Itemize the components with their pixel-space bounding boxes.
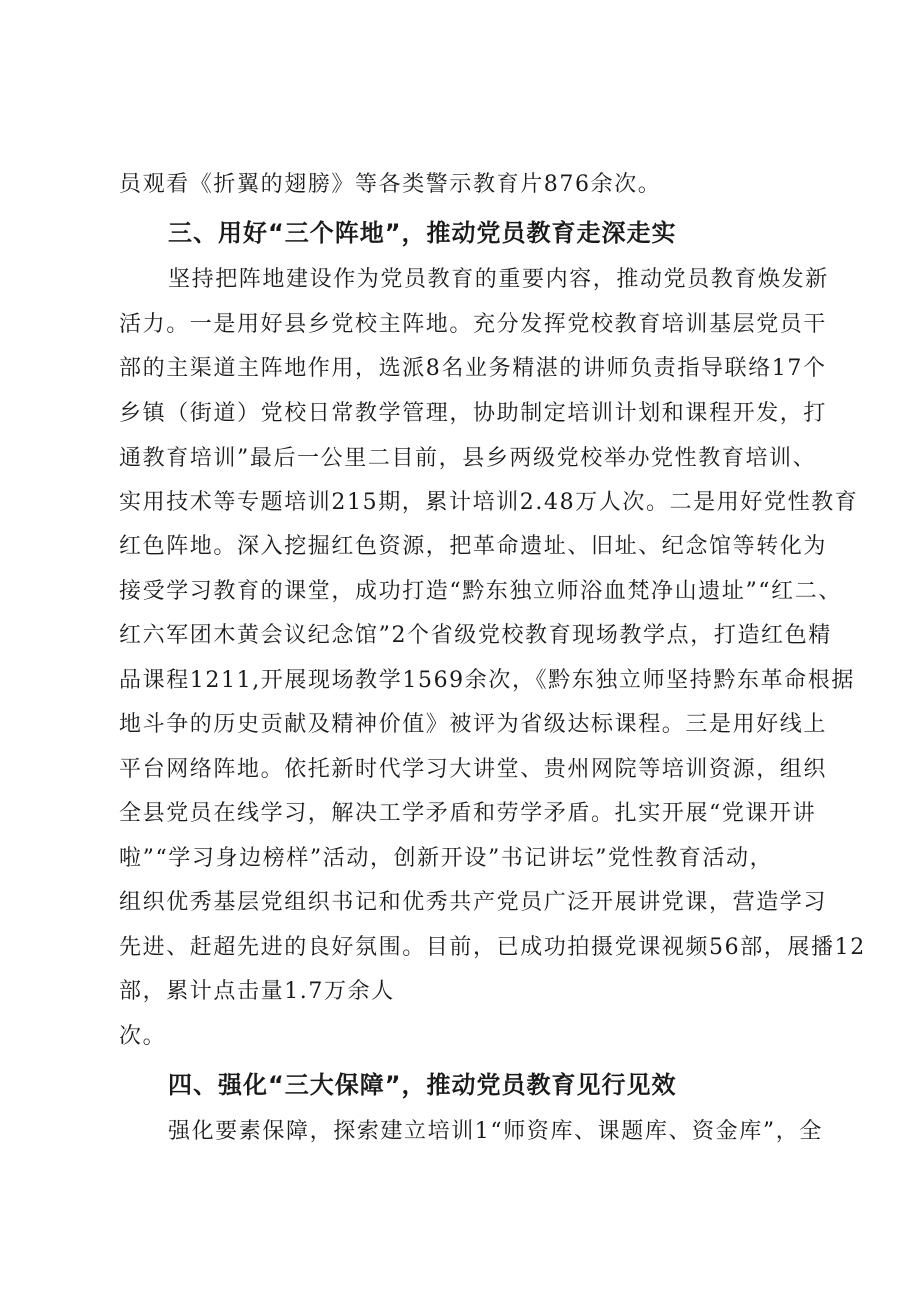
text-line: 红色阵地。深入挖掘红色资源，把革命遗址、旧址、纪念馆等转化为: [119, 534, 828, 559]
text-line: 平台网络阵地。依托新时代学习大讲堂、贵州网院等培训资源，组织: [119, 757, 828, 782]
text-line: 组织优秀基层党组织书记和优秀共产党员广泛开展讲党课，营造学习: [119, 890, 828, 915]
text-line: 红六军团木黄会议纪念馆”2个省级党校教育现场教学点，打造红色精: [119, 623, 832, 648]
section-heading-3: 三、用好“三个阵地”，推动党员教育走深走实: [168, 219, 677, 247]
text-line: 实用技术等专题培训215期，累计培训2.48万人次。二是用好党性教育: [119, 490, 859, 515]
text-line: 品课程1211,开展现场教学1569余次，《黔东独立师坚持黔东革命根据: [119, 668, 855, 693]
paragraph-first-line: 强化要素保障，探索建立培训1“师资库、课题库、资金库”，全: [168, 1119, 823, 1144]
text-line: 先进、赶超先进的良好氛围。目前，已成功拍摄党课视频56部，展播12: [119, 935, 866, 960]
text-line: 接受学习教育的课堂，成功打造“黔东独立师浴血梵净山遗址”“红二、: [119, 579, 842, 604]
text-line: 乡镇（街道）党校日常教学管理，协助制定培训计划和课程开发，打: [119, 401, 828, 426]
text-line: 次。: [119, 1024, 167, 1049]
text-line: 通教育培训”最后一公里二目前，县乡两级党校举办党性教育培训、: [119, 446, 817, 471]
text-line: 员观看《折翼的翅膀》等各类警示教育片876余次。: [119, 172, 662, 197]
text-line: 部，累计点击量1.7万余人: [119, 979, 395, 1004]
section-heading-4: 四、强化“三大保障”，推动党员教育见行见效: [168, 1071, 677, 1099]
text-line: 部的主渠道主阵地作用，选派8名业务精湛的讲师负责指导联络17个: [119, 356, 827, 381]
paragraph-first-line: 坚持把阵地建设作为党员教育的重要内容，推动党员教育焕发新: [168, 267, 829, 292]
text-line: 地斗争的历史贡献及精神价值》被评为省级达标课程。三是用好线上: [119, 712, 828, 737]
text-line: 全县党员在线学习，解决工学矛盾和劳学矛盾。扎实开展“党课开讲: [119, 801, 817, 826]
text-line: 活力。一是用好县乡党校主阵地。充分发挥党校教育培训基层党员干: [119, 312, 828, 337]
text-line: 啦”“学习身边榜样”活动，创新开设”书记讲坛”党性教育活动，: [119, 846, 774, 871]
